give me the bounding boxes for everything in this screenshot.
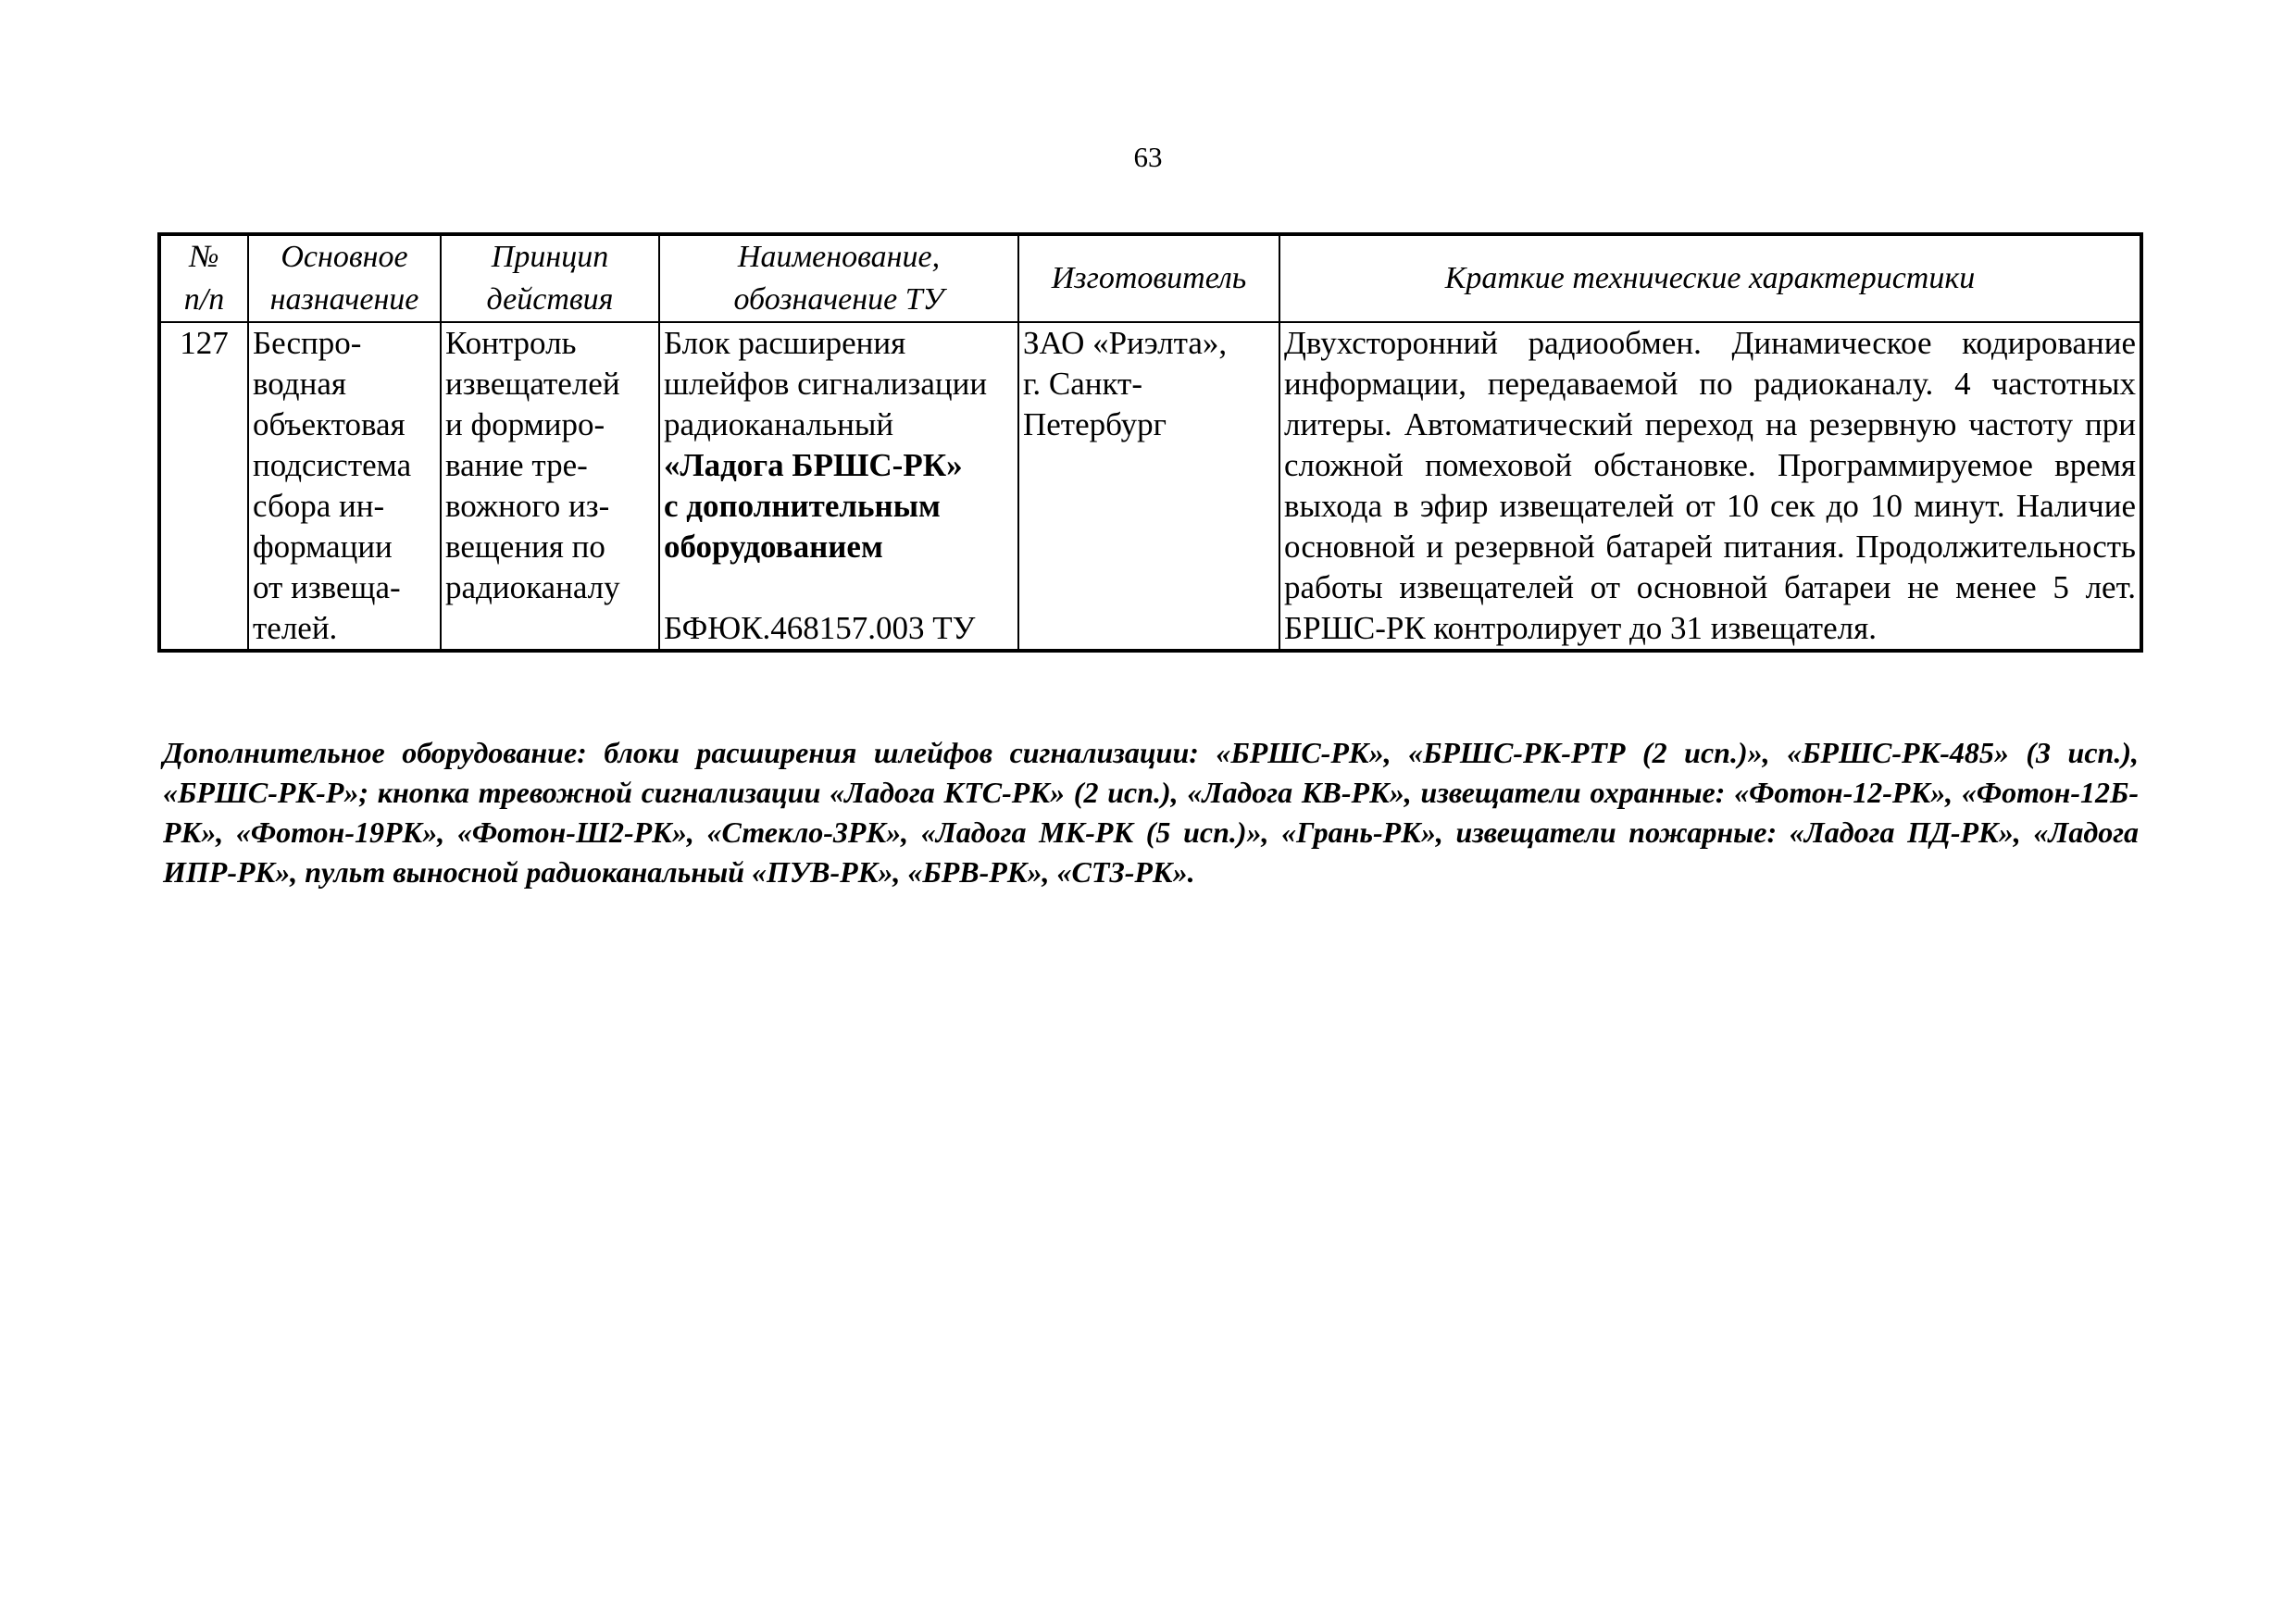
product-name: «Ладога БРШС-РК» с дополнительным оборудованием <box>664 447 963 565</box>
row-name <box>659 322 1018 651</box>
row-characteristics: Двухсторонний радиообмен. Динамическое кодирование информации, передаваемой по радиоканалу. 4 частотных литеры. Автоматический переход на резервную частоту при сложной помеховой обстановке. Программируемое время выхода в эфир извещателей от 10 сек до 10 минут. Наличие основной и резервной батарей питания. Продолжительность работы извещателей от основной батареи не менее 5 лет. БРШС-РК контролирует до 31 извещателя. <box>1279 322 2141 651</box>
row-principle: Контроль извещателей и формиро- вание тре- вожного из- вещения по радиоканалу <box>441 322 659 651</box>
header-number: № п/п <box>159 234 248 322</box>
header-name: Наименование, обозначение ТУ <box>659 234 1018 322</box>
header-purpose: Основное назначение <box>248 234 441 322</box>
table-row <box>159 322 2141 651</box>
row-purpose: Беспро- водная объектовая подсистема сбора ин- формации от извеща- телей. <box>248 322 441 651</box>
page-number: 63 <box>1133 141 1163 173</box>
additional-equipment-note: Дополнительное оборудование: блоки расширения шлейфов сигнализации: «БРШС-РК», «БРШС-РК-РТР (2 исп.)», «БРШС-РК-485» (3 исп.), «БРШС-РК-Р»; кнопка тревожной сигнализации «Ладога КТС-РК» (2 исп.), «Ладога КВ-РК», извещатели охранные: «Фотон-12-РК», «Фотон-12Б-РК», «Фотон-19РК», «Фотон-Ш2-РК», «Стекло-3РК», «Ладога МК-РК (5 исп.)», «Грань-РК», извещатели пожарные: «Ладога ПД-РК», «Ладога ИПР-РК», пульт выносной радиоканальный «ПУВ-РК», «БРВ-РК», «СТЗ-РК». <box>163 736 2139 889</box>
product-description: Блок расширения шлейфов сигнализации радиоканальный <box>664 325 988 442</box>
spacer <box>664 567 1014 608</box>
table-header-row <box>159 234 2141 322</box>
header-principle: Принцип действия <box>441 234 659 322</box>
equipment-table <box>157 232 2143 653</box>
product-tu-code: БФЮК.468157.003 ТУ <box>664 610 976 646</box>
header-characteristics: Краткие технические характеристики <box>1279 234 2141 322</box>
row-manufacturer: ЗАО «Риэлта», г. Санкт- Петербург <box>1018 322 1279 651</box>
header-manufacturer: Изготовитель <box>1018 234 1279 322</box>
row-number: 127 <box>159 322 248 651</box>
